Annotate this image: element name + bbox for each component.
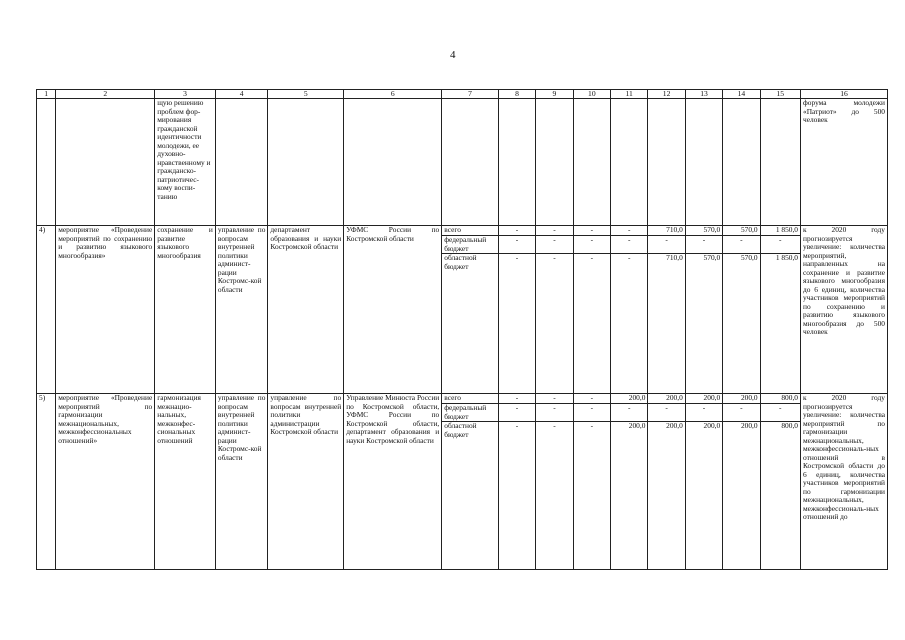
amount-cell: -	[498, 394, 535, 404]
partners-cell: Управление Минюста России по Костромской области, УФМС России по Костромской области, департамент образования и науки Костромской области	[344, 394, 442, 570]
column-header: 16	[801, 90, 888, 99]
amount-cell: -	[536, 254, 573, 394]
amount-cell: 200,0	[648, 394, 685, 404]
amount-cell: -	[498, 404, 535, 422]
column-header: 15	[760, 90, 800, 99]
amount-cell: 710,0	[648, 254, 685, 394]
column-header: 1	[37, 90, 56, 99]
column-header: 11	[611, 90, 648, 99]
responsible-cell: управление по вопросам внутренней политики админист-рации Костромс-кой области	[215, 394, 268, 570]
amount-cell: -	[611, 236, 648, 254]
column-header: 3	[155, 90, 216, 99]
amount-cell: -	[536, 226, 573, 236]
amount-cell: -	[498, 236, 535, 254]
amount-cell: -	[648, 236, 685, 254]
amount-cell: -	[611, 404, 648, 422]
amount-cell: 570,0	[685, 226, 722, 236]
funding-source: всего	[442, 226, 499, 236]
result-cell: форума молодежи «Патриот» до 500 человек	[801, 99, 888, 226]
amount-cell: 570,0	[685, 254, 722, 394]
row-number: 5)	[37, 394, 56, 570]
amount-cell: -	[685, 404, 722, 422]
amount-cell: -	[536, 422, 573, 570]
amount-cell: -	[573, 236, 610, 254]
amount-cell: -	[760, 236, 800, 254]
amount-cell: 710,0	[648, 226, 685, 236]
column-header: 8	[498, 90, 535, 99]
executors-cell: управление по вопросам внутренней политики администрации Костромской области	[268, 394, 344, 570]
amount-cell: -	[536, 394, 573, 404]
column-header: 12	[648, 90, 685, 99]
amount-cell: 1 850,0	[760, 226, 800, 236]
amount-cell: 570,0	[723, 254, 760, 394]
partners-cell: УФМС России по Костромской области	[344, 226, 442, 394]
row-number: 4)	[37, 226, 56, 394]
goal-cell: гармонизация межнацио-нальных, межконфес-сиональных отношений	[155, 394, 216, 570]
amount-cell: -	[760, 404, 800, 422]
amount-cell: -	[573, 404, 610, 422]
amount-cell: -	[536, 236, 573, 254]
amount-cell: -	[498, 226, 535, 236]
amount-cell: -	[573, 394, 610, 404]
column-header: 4	[215, 90, 268, 99]
amount-cell: -	[498, 422, 535, 570]
executors-cell: департамент образования и науки Костромской области	[268, 226, 344, 394]
amount-cell: -	[648, 404, 685, 422]
funding-source: федеральный бюджет	[442, 404, 499, 422]
amount-cell: 200,0	[611, 422, 648, 570]
funding-source: областной бюджет	[442, 254, 499, 394]
amount-cell: 800,0	[760, 422, 800, 570]
column-header: 9	[536, 90, 573, 99]
amount-cell: 200,0	[685, 394, 722, 404]
amount-cell: 200,0	[611, 394, 648, 404]
amount-cell: -	[611, 226, 648, 236]
result-cell: к 2020 году прогнозируется увеличение: количества мероприятий, направленных на сохранение и развитие языкового многообразия до 6 единиц, количества участников мероприятий по сохранению и развитию языкового многообразия до 500 человек	[801, 226, 888, 394]
amount-cell: -	[723, 236, 760, 254]
amount-cell: 200,0	[723, 394, 760, 404]
amount-cell: -	[723, 404, 760, 422]
column-header: 10	[573, 90, 610, 99]
amount-cell: 570,0	[723, 226, 760, 236]
table-row	[37, 226, 888, 236]
funding-source: всего	[442, 394, 499, 404]
funding-source: федеральный бюджет	[442, 236, 499, 254]
amount-cell: -	[685, 236, 722, 254]
table-row	[37, 394, 888, 404]
column-numbers-row	[37, 90, 888, 99]
goal-cell: сохранение и развитие языкового многообразия	[155, 226, 216, 394]
column-header: 6	[344, 90, 442, 99]
result-cell: к 2020 году прогнозируется увеличение: количества мероприятий по гармонизации межнациональных, межконфессиональ-ных отношений в Костромской области до 6 единиц, количества участников мероприятий по гармонизации межнациональных, межконфессиональ-ных отношений до	[801, 394, 888, 570]
amount-cell: -	[573, 226, 610, 236]
amount-cell: -	[573, 254, 610, 394]
amount-cell: 200,0	[648, 422, 685, 570]
amount-cell: -	[498, 254, 535, 394]
column-header: 5	[268, 90, 344, 99]
amount-cell: 1 850,0	[760, 254, 800, 394]
continuation-row	[37, 99, 888, 226]
measure-name: мероприятие «Проведение мероприятий по гармонизации межнациональных, межконфессиональных отношений»	[56, 394, 155, 570]
measure-name: мероприятие «Проведение мероприятий по сохранению и развитию языкового многообразия»	[56, 226, 155, 394]
amount-cell: -	[536, 404, 573, 422]
page-number: 4	[450, 49, 456, 61]
funding-source: областной бюджет	[442, 422, 499, 570]
amount-cell: 800,0	[760, 394, 800, 404]
amount-cell: -	[611, 254, 648, 394]
goal-cell: щую решению проблем фор-мирования гражданской идентичности молодежи, ее духовно-нравственному и гражданско-патриотичес-кому воспи-танию	[155, 99, 216, 226]
amount-cell: -	[573, 422, 610, 570]
amount-cell: 200,0	[685, 422, 722, 570]
responsible-cell: управление по вопросам внутренней политики админист-рации Костромс-кой области	[215, 226, 268, 394]
column-header: 13	[685, 90, 722, 99]
column-header: 7	[442, 90, 499, 99]
column-header: 2	[56, 90, 155, 99]
amount-cell: 200,0	[723, 422, 760, 570]
column-header: 14	[723, 90, 760, 99]
program-table	[36, 89, 888, 570]
